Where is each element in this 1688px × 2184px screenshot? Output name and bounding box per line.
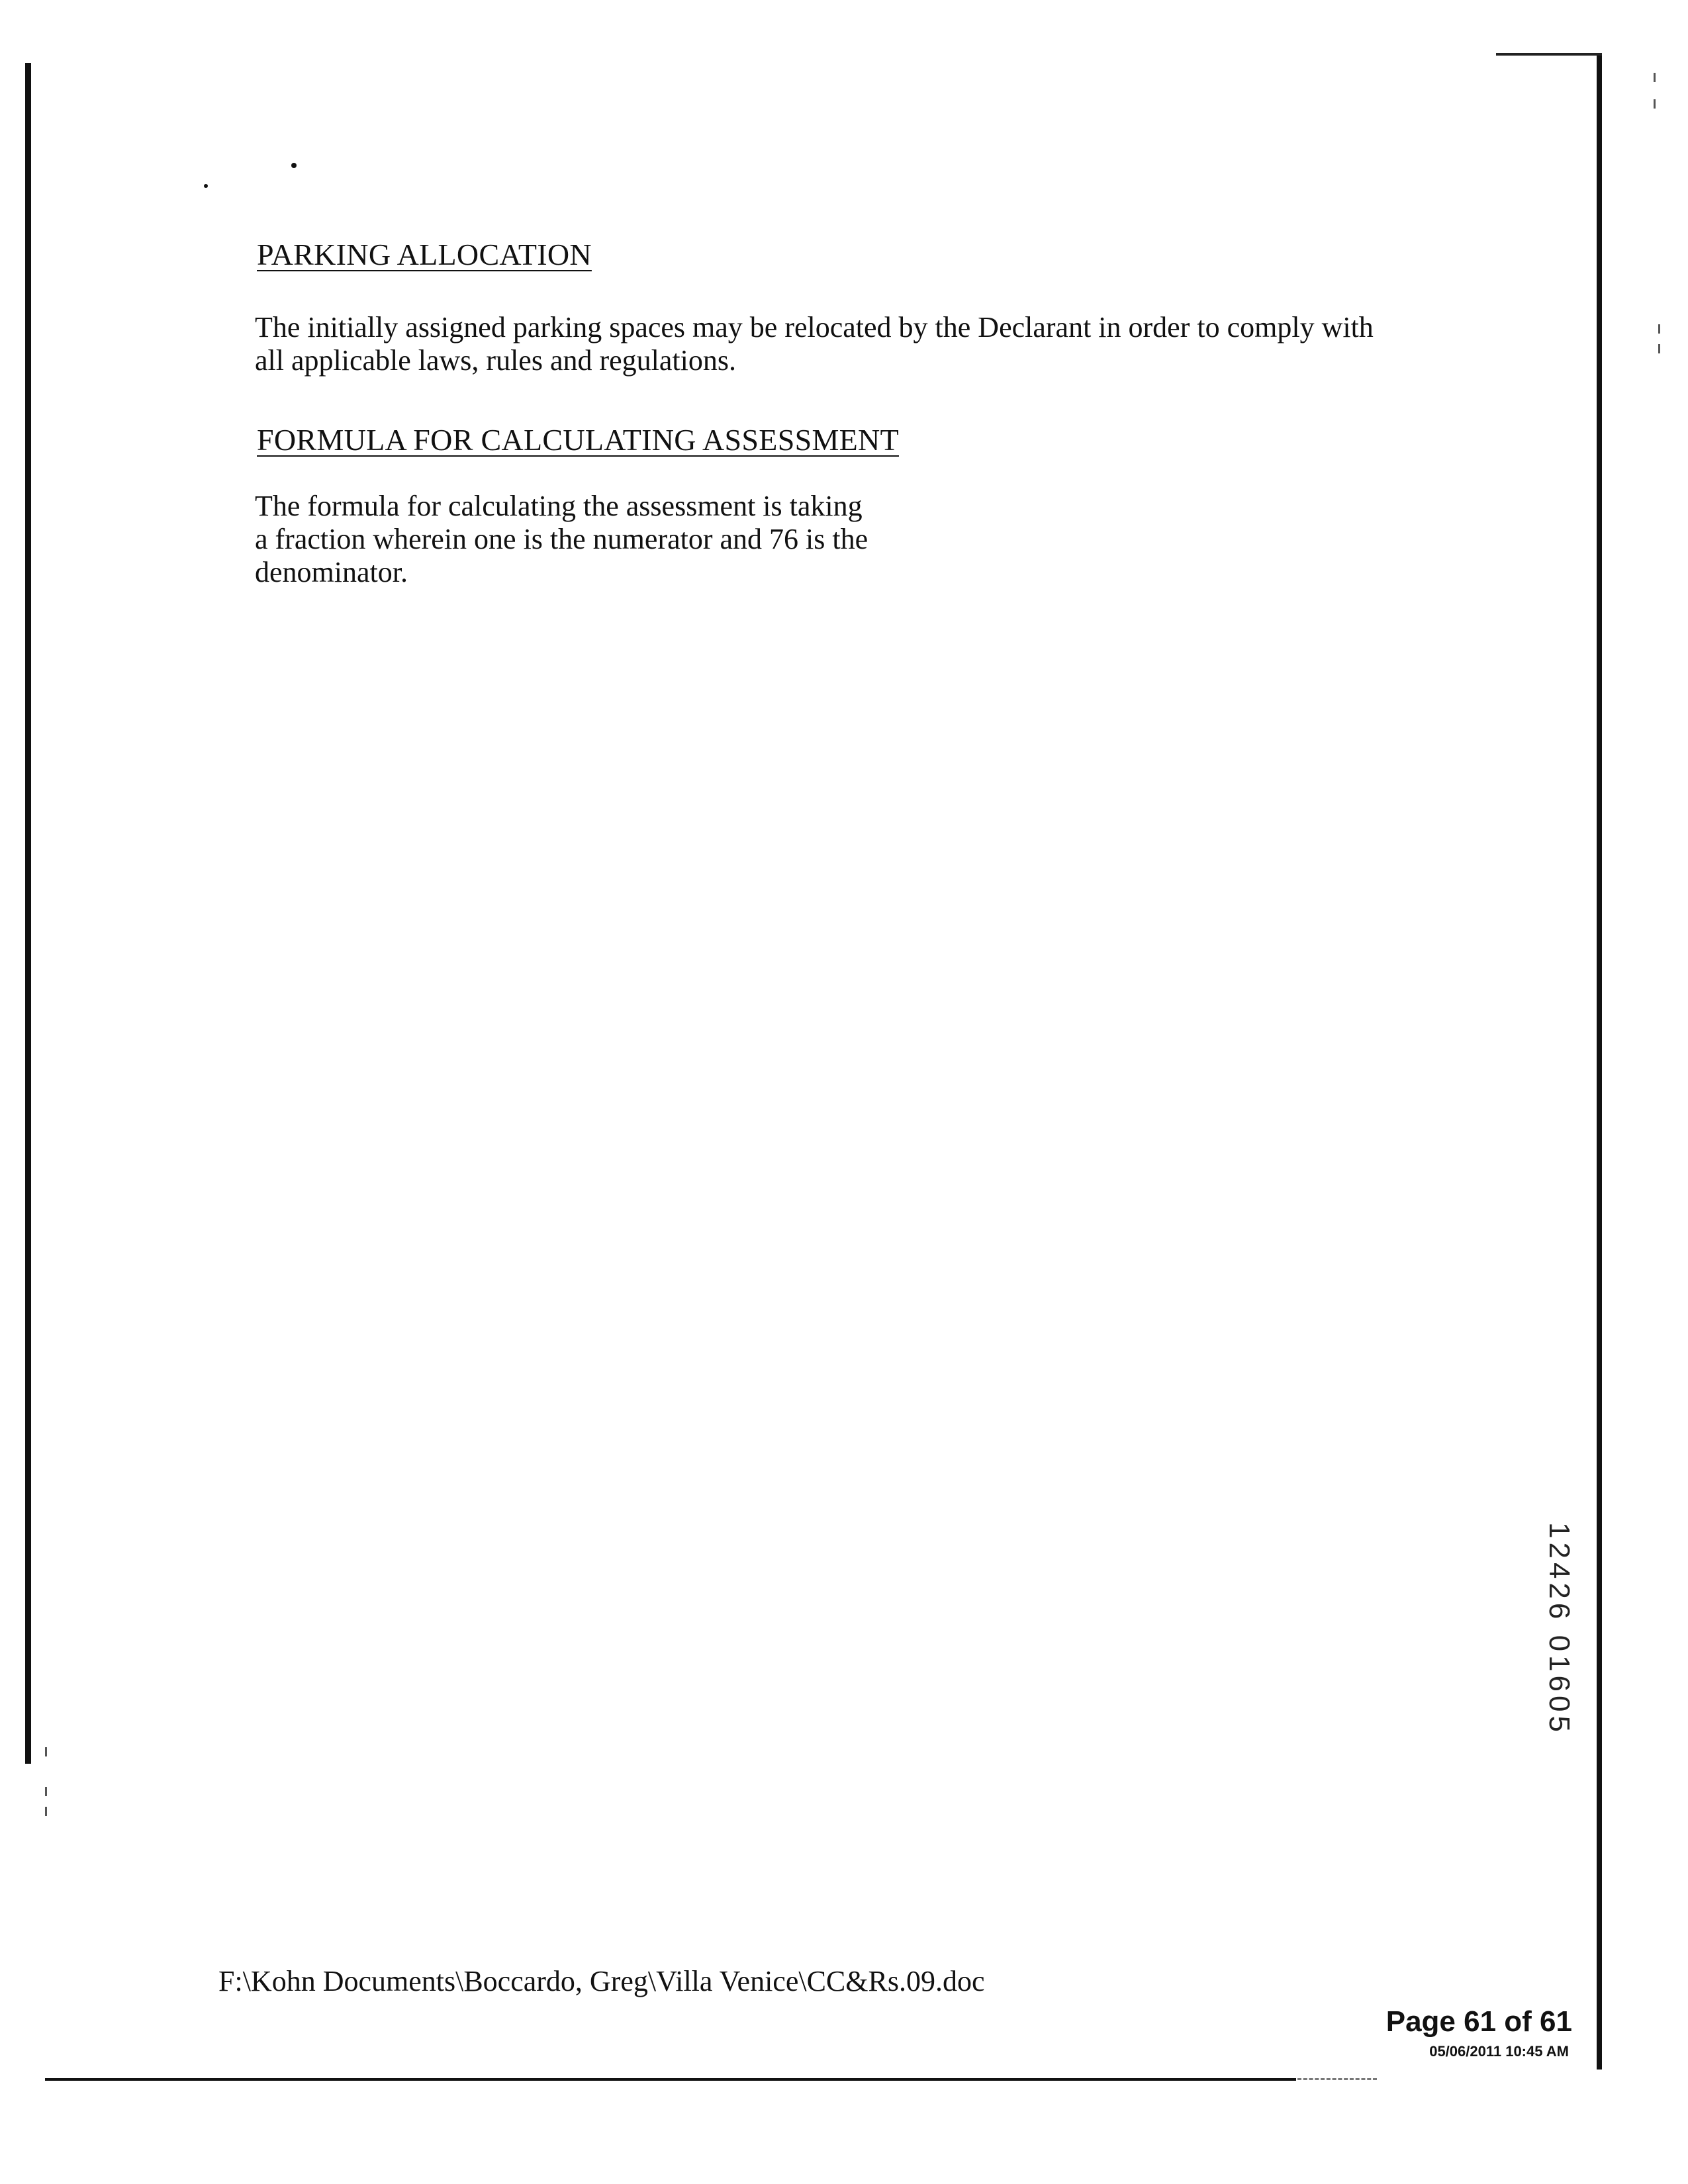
scan-tick [1658,344,1660,353]
body-line: a fraction wherein one is the numerator and 76 is the [255,523,868,555]
section-body-parking [255,311,1446,377]
scan-tick [1654,99,1656,109]
section-body-formula [255,490,917,589]
scan-border-bottom [45,2078,1296,2081]
scan-speck [291,163,297,168]
page-number: Page 61 of 61 [1385,2005,1572,2038]
scan-tick [45,1787,47,1796]
scan-tick [1654,73,1656,82]
scan-border-right [1597,54,1602,2070]
scan-speck [204,184,208,188]
scan-border-left [25,63,31,1764]
scan-border-bottom-dash [1297,2078,1377,2081]
body-line: denominator. [255,556,408,588]
scan-border-top [1496,53,1602,56]
recording-stamp-number: 12426 01605 [1543,1522,1575,1736]
scan-tick [45,1807,47,1816]
body-line: all applicable laws, rules and regulations. [255,344,736,377]
scan-tick [45,1747,47,1756]
section-heading-parking: PARKING ALLOCATION [257,238,592,271]
body-line: The initially assigned parking spaces may be relocated by the Declarant in order to comply with [255,311,1374,343]
footer-file-path: F:\Kohn Documents\Boccardo, Greg\Villa Venice\CC&Rs.09.doc [218,1965,985,1997]
print-date-time: 05/06/2011 10:45 AM [1429,2043,1569,2060]
scan-tick [1658,324,1660,334]
body-line: The formula for calculating the assessment is taking [255,490,863,522]
section-heading-formula: FORMULA FOR CALCULATING ASSESSMENT [257,423,899,457]
recording-stamp [1542,1522,1575,1774]
